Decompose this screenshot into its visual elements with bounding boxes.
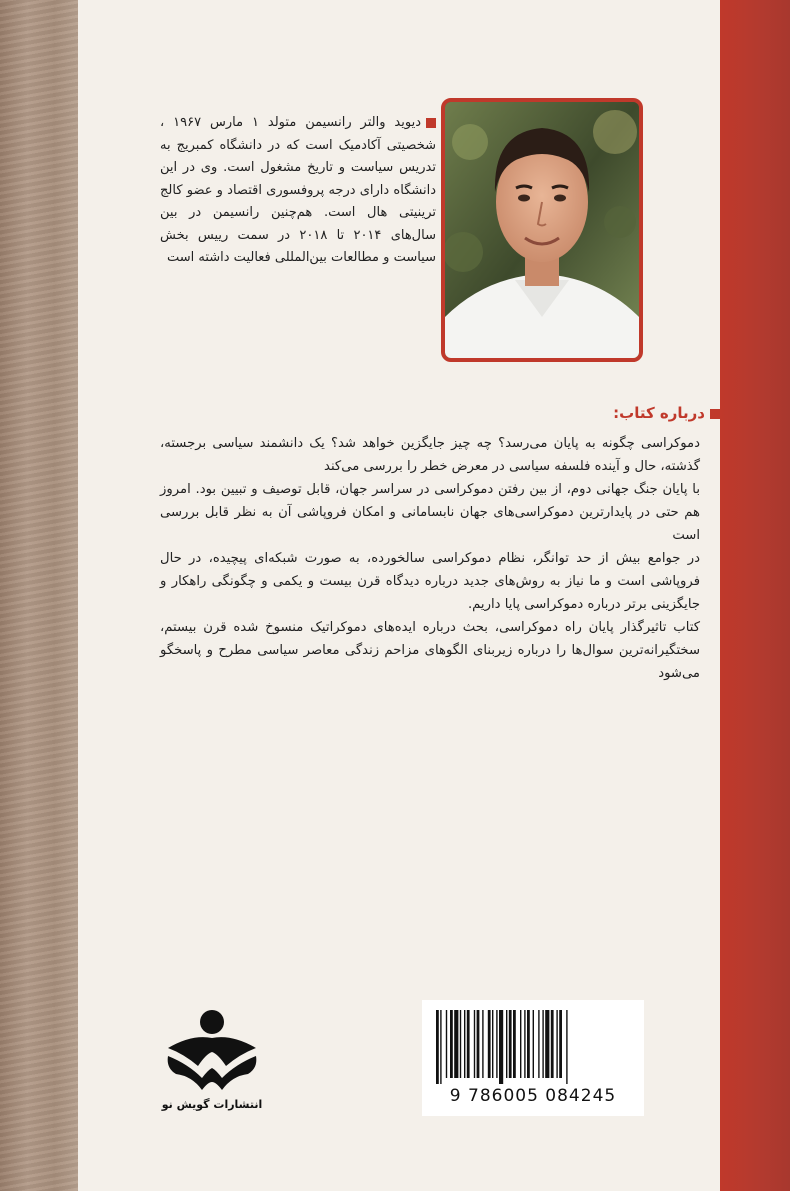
right-red-strip	[720, 0, 790, 1191]
publisher-name: انتشارات گویش نو	[161, 1098, 263, 1111]
barcode-bar	[474, 1010, 475, 1078]
left-spine-strip	[0, 0, 78, 1191]
barcode-bar	[450, 1010, 453, 1078]
barcode-bar	[496, 1010, 497, 1078]
isbn-number: 9 786005 084245	[449, 1086, 617, 1106]
barcode-bar	[440, 1010, 441, 1084]
barcode-bar	[488, 1010, 491, 1078]
barcode-bar	[492, 1010, 493, 1078]
square-bullet-icon	[426, 118, 436, 128]
barcode-bar	[533, 1010, 534, 1078]
about-book-heading	[520, 404, 720, 422]
barcode-bar	[467, 1010, 470, 1078]
barcode-bar	[454, 1010, 458, 1078]
barcode-bar	[524, 1010, 525, 1078]
barcode-bar	[436, 1010, 439, 1084]
barcode-bar	[527, 1010, 530, 1078]
author-bio-text: دیوید والتر رانسیمن متولد ۱ مارس ۱۹۶۷ ، شخصیتی آکادمیک است که در دانشگاه کمبریج به تدریس سیاست و تاریخ مشغول است. وی در این دانشگاه دارای درجه پروفسوری اقتصاد و عضو کالج ترینیتی هال است. هم‌چنین رانسیمن در بین سال‌های ۲۰۱۴ تا ۲۰۱۸ در سمت رییس بخش سیاست و مطالعات بین‌المللی فعالیت داشته است	[160, 115, 436, 265]
barcode-bar	[464, 1010, 465, 1078]
square-bullet-icon	[710, 409, 720, 419]
barcode-bar	[509, 1010, 512, 1078]
about-paragraph: با پایان جنگ جهانی دوم، از بین رفتن دموکراسی در سراسر جهان، قابل توصیف و تبیین بود. امروز هم حتی در پایدارترین دموکراسی‌های جهان نابسامانی و امکان فروپاشی آن به نظر قابل بررسی است	[160, 482, 700, 543]
barcode-bars	[436, 1010, 630, 1088]
about-book-title: درباره کتاب:	[613, 404, 705, 422]
barcode-bar	[477, 1010, 480, 1078]
barcode-bar	[482, 1010, 483, 1078]
about-book-text	[160, 432, 700, 685]
about-paragraph: در جوامع بیش از حد توانگر، نظام دموکراسی سالخورده، به صورت شبکه‌ای پیچیده، در حال فروپاشی است و ما نیاز به روش‌های جدید درباره دیدگاه قرن بیست و یکمی و چگونگی راهکار و جایگزینی برتر درباره دموکراسی پایا داریم.	[160, 551, 700, 612]
author-photo	[441, 98, 643, 362]
barcode-bar	[559, 1010, 562, 1078]
about-paragraph: کتاب تاثیرگذار پایان راه دموکراسی، بحث درباره ایده‌های دموکراتیک منسوخ شده قرن بیستم، سختگیرانه‌ترین سوال‌ها را درباره زیربنای الگوهای مزاحم زندگی معاصر سیاسی مطرح و پاسخگو می‌شود	[160, 620, 700, 681]
barcode-bar	[545, 1010, 549, 1078]
reader-book-logo-icon	[162, 1008, 262, 1096]
barcode-bar	[446, 1010, 447, 1078]
isbn-barcode	[422, 1000, 644, 1116]
author-bio	[160, 112, 436, 270]
barcode-bar	[513, 1010, 516, 1078]
barcode-bar	[556, 1010, 557, 1078]
barcode-bar	[460, 1010, 461, 1078]
barcode-bar	[538, 1010, 539, 1078]
barcode-bar	[520, 1010, 521, 1078]
barcode-bar	[506, 1010, 507, 1078]
barcode-bar	[499, 1010, 503, 1084]
barcode-bar	[542, 1010, 543, 1078]
barcode-bar	[551, 1010, 554, 1078]
about-paragraph: دموکراسی چگونه به پایان می‌رسد؟ چه چیز جایگزین خواهد شد؟ یک دانشمند سیاسی برجسته، گذشته، حال و آینده فلسفه سیاسی در معرض خطر را بررسی می‌کند	[160, 436, 700, 474]
barcode-bar	[566, 1010, 567, 1084]
